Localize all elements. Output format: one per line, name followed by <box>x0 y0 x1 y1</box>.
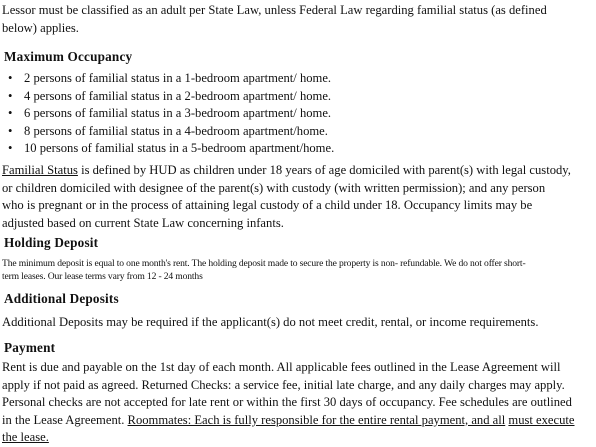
holding-line-1: The minimum deposit is equal to one month's rent. The holding deposit made to secure the property is non- refundable. We do not offer short- <box>2 258 526 269</box>
bullet-icon: • <box>8 123 13 138</box>
payment-line-3: Personal checks are not accepted for late rent or within the first 30 days of occupancy. Fee schedules are outlined <box>2 395 572 410</box>
bullet-icon: • <box>8 71 13 85</box>
intro-line-2: below) applies. <box>2 20 79 35</box>
familial-line-3: who is pregnant or in the process of attaining legal custody of a child under 18. Occupancy limits may be <box>2 198 533 213</box>
payment-line-4-text: in the Lease Agreement. <box>2 412 128 427</box>
holding-line-2: term leases. Our lease terms vary from 12 - 24 months <box>2 271 203 283</box>
intro-line-1: Lessor must be classified as an adult per State Law, unless Federal Law regarding familial status (as defined <box>2 3 547 17</box>
familial-status-paragraph <box>2 162 594 232</box>
payment-line-4 <box>2 412 594 430</box>
additional-line-1: Additional Deposits may be required if the applicant(s) do not meet credit, rental, or income requirements. <box>2 315 539 329</box>
occupancy-item-text: 8 persons of familial status in a 4-bedroom apartment/home. <box>24 123 328 138</box>
payment-line-5 <box>2 429 594 447</box>
payment-paragraph <box>2 359 594 447</box>
the-lease-clause: the lease. <box>2 430 49 445</box>
additional-deposits-paragraph <box>2 314 594 332</box>
must-execute-clause: must execute <box>508 412 575 427</box>
holding-deposit-heading: Holding Deposit <box>4 235 99 250</box>
maximum-occupancy-heading: Maximum Occupancy <box>4 49 133 64</box>
payment-line-1: Rent is due and payable on the 1st day of each month. All applicable fees outlined in the Lease Agreement will <box>2 360 561 374</box>
occupancy-item-text: 10 persons of familial status in a 5-bedroom apartment/home. <box>24 141 335 156</box>
occupancy-list-item <box>8 140 334 158</box>
occupancy-list-item <box>8 88 334 106</box>
roommates-clause: Roommates: Each is fully responsible for the entire rental payment, and all <box>127 412 506 427</box>
occupancy-list <box>8 70 334 158</box>
bullet-icon: • <box>8 141 13 156</box>
payment-heading: Payment <box>4 340 56 355</box>
familial-line-1 <box>2 162 594 180</box>
occupancy-list-item <box>8 123 334 141</box>
occupancy-list-item <box>8 105 334 123</box>
bullet-icon: • <box>8 106 13 121</box>
occupancy-item-text: 2 persons of familial status in a 1-bedroom apartment/ home. <box>24 71 332 85</box>
familial-line-1-text: is defined by HUD as children under 18 years of age domiciled with parent(s) with legal custody, <box>77 163 571 177</box>
occupancy-list-item <box>8 70 334 88</box>
additional-deposits-heading: Additional Deposits <box>4 291 119 306</box>
familial-line-4: adjusted based on current State Law concerning infants. <box>2 215 284 230</box>
bullet-icon: • <box>8 88 13 103</box>
occupancy-item-text: 4 persons of familial status in a 2-bedroom apartment/ home. <box>24 88 332 103</box>
payment-line-2: apply if not paid as agreed. Returned Checks: a service fee, initial late charge, and any daily charges may apply. <box>2 377 565 392</box>
familial-status-term: Familial Status <box>2 163 78 177</box>
intro-paragraph <box>2 2 594 37</box>
occupancy-item-text: 6 persons of familial status in a 3-bedroom apartment/ home. <box>24 106 332 121</box>
familial-line-2: or children domiciled with designee of the parent(s) with custody (with written permission); and any person <box>2 180 546 195</box>
holding-deposit-paragraph <box>2 257 596 283</box>
